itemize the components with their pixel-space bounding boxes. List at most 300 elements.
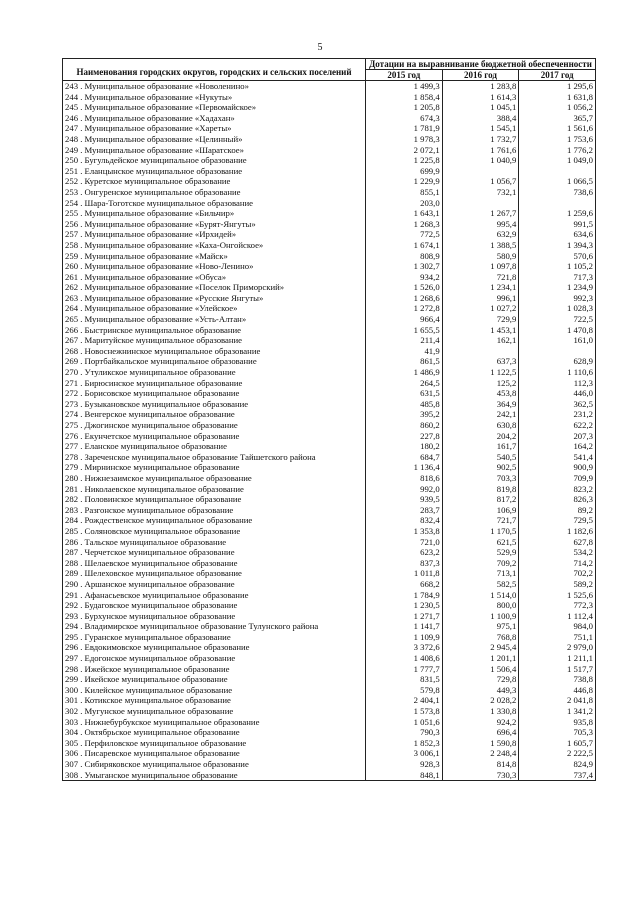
- row-name: Гуранское муниципальное образование: [84, 631, 231, 642]
- table-row: [63, 240, 596, 251]
- row-number: 257 .: [65, 229, 83, 240]
- row-name-cell: [63, 335, 366, 346]
- value-2017-cell: 89,2: [519, 505, 596, 516]
- value-2015-cell: 939,5: [366, 494, 443, 505]
- value-2017-cell: 628,9: [519, 356, 596, 367]
- table-row: [63, 717, 596, 728]
- table-row: [63, 505, 596, 516]
- row-number: 279 .: [65, 462, 83, 473]
- row-name: Джогинское муниципальное образование: [84, 420, 238, 430]
- row-number: 307 .: [65, 759, 83, 769]
- row-name: Муниципальное образование «Усть-Алтан»: [84, 314, 247, 325]
- table-row: [63, 176, 596, 187]
- row-name-cell: [63, 642, 366, 653]
- value-2017-cell: 1 394,3: [519, 240, 596, 251]
- value-2015-cell: 1 268,3: [366, 219, 443, 230]
- value-2015-cell: 1 205,8: [366, 102, 443, 113]
- value-2015-cell: 395,2: [366, 409, 443, 420]
- value-2017-cell: 1 211,1: [519, 653, 596, 664]
- value-2016-cell: 800,0: [442, 600, 519, 611]
- row-number: 246 .: [65, 112, 83, 123]
- value-2016-cell: 449,3: [442, 685, 519, 696]
- table-row: [63, 81, 596, 92]
- table-row: [63, 695, 596, 706]
- row-name: Утуликское муниципальное образование: [84, 367, 236, 378]
- row-name-cell: [63, 303, 366, 314]
- row-name: Рождественское муниципальное образование: [84, 515, 253, 526]
- value-2015-cell: 992,0: [366, 484, 443, 495]
- page-number: 5: [317, 42, 323, 53]
- row-number: 253 .: [65, 186, 83, 197]
- value-2016-cell: 529,9: [442, 547, 519, 558]
- value-2015-cell: 1 051,6: [366, 717, 443, 728]
- row-number: 303 .: [65, 716, 83, 727]
- row-name: Бирюсинское муниципальное образование: [84, 377, 243, 388]
- row-name: Черчетское муниципальное образование: [84, 547, 235, 558]
- row-name: Муниципальное образование «Поселок Приморский»: [84, 282, 285, 293]
- value-2016-cell: 1 027,2: [442, 303, 519, 314]
- table-row: [63, 134, 596, 145]
- value-2016-cell: 924,2: [442, 717, 519, 728]
- value-2015-cell: 1 229,9: [366, 176, 443, 187]
- row-name-cell: [63, 770, 366, 781]
- value-2016-cell: 125,2: [442, 378, 519, 389]
- row-number: 258 .: [65, 239, 83, 250]
- row-name: Писаревское муниципальное образование: [84, 748, 240, 759]
- value-2016-cell: 730,3: [442, 770, 519, 781]
- value-2015-cell: 1 526,0: [366, 282, 443, 293]
- value-2017-cell: 2 222,5: [519, 748, 596, 759]
- value-2016-cell: 768,8: [442, 632, 519, 643]
- row-name-cell: [63, 452, 366, 463]
- row-number: 262 .: [65, 282, 83, 293]
- row-number: 300 .: [65, 684, 83, 695]
- header-year-2016: 2016 год: [442, 70, 519, 81]
- row-name: Шелеховское муниципальное образование: [84, 568, 242, 579]
- value-2017-cell: 722,5: [519, 314, 596, 325]
- value-2016-cell: 1 453,1: [442, 325, 519, 336]
- value-2017-cell: 446,8: [519, 685, 596, 696]
- row-number: 252 .: [65, 176, 83, 187]
- row-name-cell: [63, 462, 366, 473]
- row-number: 265 .: [65, 314, 83, 325]
- value-2016-cell: 721,7: [442, 515, 519, 526]
- value-2016-cell: 902,5: [442, 462, 519, 473]
- value-2017-cell: 1 341,2: [519, 706, 596, 717]
- value-2015-cell: 1 109,9: [366, 632, 443, 643]
- row-name-cell: [63, 208, 366, 219]
- value-2015-cell: 3 372,6: [366, 642, 443, 653]
- row-name-cell: [63, 198, 366, 209]
- row-number: 274 .: [65, 409, 83, 420]
- table-row: [63, 303, 596, 314]
- table-row: [63, 92, 596, 103]
- value-2015-cell: 227,8: [366, 431, 443, 442]
- value-2016-cell: 817,2: [442, 494, 519, 505]
- table-row: [63, 145, 596, 156]
- row-number: 244 .: [65, 91, 83, 102]
- value-2015-cell: 1 978,3: [366, 134, 443, 145]
- value-2017-cell: 1 056,2: [519, 102, 596, 113]
- row-number: 273 .: [65, 398, 83, 409]
- row-number: 250 .: [65, 155, 83, 166]
- row-name-cell: [63, 409, 366, 420]
- value-2015-cell: 668,2: [366, 579, 443, 590]
- row-name: Куретское муниципальное образование: [84, 176, 231, 187]
- row-name-cell: [63, 473, 366, 484]
- row-name-cell: [63, 706, 366, 717]
- row-name: Афанасьевское муниципальное образование: [84, 589, 249, 600]
- table-row: [63, 367, 596, 378]
- value-2016-cell: 1 732,7: [442, 134, 519, 145]
- row-name: Котикское муниципальное образование: [84, 695, 231, 706]
- value-2017-cell: [519, 198, 596, 209]
- value-2015-cell: 3 006,1: [366, 748, 443, 759]
- value-2015-cell: 772,5: [366, 229, 443, 240]
- row-name-cell: [63, 134, 366, 145]
- row-name: Муниципальное образование «Первомайское»: [84, 102, 257, 113]
- header-year-2017: 2017 год: [519, 70, 596, 81]
- row-name: Будаговское муниципальное образование: [84, 600, 238, 611]
- value-2017-cell: 534,2: [519, 547, 596, 558]
- table-row: [63, 568, 596, 579]
- row-name: Муниципальное образование «Нукуты»: [84, 91, 233, 102]
- value-2015-cell: 1 230,5: [366, 600, 443, 611]
- row-number: 301 .: [65, 695, 83, 706]
- value-2017-cell: [519, 346, 596, 357]
- value-2017-cell: 824,9: [519, 759, 596, 770]
- value-2015-cell: 2 404,1: [366, 695, 443, 706]
- value-2015-cell: 966,4: [366, 314, 443, 325]
- table-row: [63, 611, 596, 622]
- value-2017-cell: 362,5: [519, 399, 596, 410]
- table-row: [63, 208, 596, 219]
- value-2017-cell: 702,2: [519, 568, 596, 579]
- row-name: Тальское муниципальное образование: [84, 536, 227, 547]
- value-2016-cell: 1 100,9: [442, 611, 519, 622]
- value-2015-cell: 818,6: [366, 473, 443, 484]
- row-name: Николаевское муниципальное образование: [84, 483, 244, 494]
- row-name-cell: [63, 664, 366, 675]
- row-name: Мирнинское муниципальное образование: [84, 462, 240, 473]
- row-name: Евдокимовское муниципальное образование: [84, 642, 250, 653]
- row-name: Муниципальное образование «Ново-Ленино»: [84, 261, 254, 272]
- value-2017-cell: 1 182,6: [519, 526, 596, 537]
- value-2015-cell: 808,9: [366, 251, 443, 262]
- row-name: Муниципальное образование «Хареты»: [84, 123, 232, 134]
- row-name: Еланцынское муниципальное образование: [84, 165, 243, 176]
- row-name-cell: [63, 653, 366, 664]
- row-name: Шара-Тоготское муниципальное образование: [84, 197, 253, 208]
- row-name: Бурхунское муниципальное образование: [84, 610, 236, 621]
- table-row: [63, 346, 596, 357]
- value-2016-cell: [442, 166, 519, 177]
- row-name: Борисовское муниципальное образование: [84, 388, 240, 399]
- table-row: [63, 219, 596, 230]
- value-2016-cell: 637,3: [442, 356, 519, 367]
- row-name: Венгерское муниципальное образование: [84, 409, 235, 420]
- row-name: Октябрьское муниципальное образование: [84, 727, 240, 738]
- table-row: [63, 621, 596, 632]
- table-body: [63, 81, 596, 781]
- row-name-cell: [63, 399, 366, 410]
- row-name: Муниципальное образование «Шаратское»: [84, 144, 244, 155]
- table-row: [63, 261, 596, 272]
- value-2017-cell: 365,7: [519, 113, 596, 124]
- row-number: 291 .: [65, 589, 83, 600]
- row-number: 308 .: [65, 769, 83, 780]
- value-2015-cell: 1 852,3: [366, 738, 443, 749]
- value-2017-cell: 1 295,6: [519, 81, 596, 92]
- value-2016-cell: 995,4: [442, 219, 519, 230]
- table-row: [63, 356, 596, 367]
- row-name-cell: [63, 738, 366, 749]
- value-2017-cell: 1 066,5: [519, 176, 596, 187]
- value-2017-cell: 737,4: [519, 770, 596, 781]
- row-name: Муниципальное образование «Каха-Онгойское»: [84, 239, 264, 250]
- row-name-cell: [63, 547, 366, 558]
- table-row: [63, 251, 596, 262]
- table-row: [63, 547, 596, 558]
- row-name-cell: [63, 388, 366, 399]
- row-number: 295 .: [65, 631, 83, 642]
- row-name-cell: [63, 123, 366, 134]
- row-name: Икейское муниципальное образование: [84, 674, 228, 685]
- value-2015-cell: 264,5: [366, 378, 443, 389]
- row-name-cell: [63, 367, 366, 378]
- row-number: 247 .: [65, 123, 83, 134]
- table-row: [63, 399, 596, 410]
- row-name: Ижейское муниципальное образование: [84, 663, 230, 674]
- table-row: [63, 674, 596, 685]
- value-2015-cell: 837,3: [366, 558, 443, 569]
- row-number: 267 .: [65, 335, 83, 346]
- value-2015-cell: 1 136,4: [366, 462, 443, 473]
- row-number: 276 .: [65, 430, 83, 441]
- value-2016-cell: 106,9: [442, 505, 519, 516]
- row-name-cell: [63, 558, 366, 569]
- value-2016-cell: 996,1: [442, 293, 519, 304]
- value-2015-cell: 1 858,4: [366, 92, 443, 103]
- row-name-cell: [63, 346, 366, 357]
- row-name-cell: [63, 282, 366, 293]
- row-number: 245 .: [65, 102, 83, 113]
- value-2015-cell: 790,3: [366, 727, 443, 738]
- row-number: 249 .: [65, 144, 83, 155]
- value-2017-cell: 589,2: [519, 579, 596, 590]
- value-2017-cell: 541,4: [519, 452, 596, 463]
- row-name: Еланское муниципальное образование: [84, 441, 227, 452]
- row-name-cell: [63, 187, 366, 198]
- table-row: [63, 155, 596, 166]
- value-2015-cell: 1 784,9: [366, 590, 443, 601]
- table-row: [63, 166, 596, 177]
- value-2017-cell: 1 112,4: [519, 611, 596, 622]
- value-2016-cell: 1 040,9: [442, 155, 519, 166]
- row-number: 297 .: [65, 653, 83, 664]
- row-number: 299 .: [65, 674, 83, 685]
- row-number: 251 .: [65, 165, 83, 176]
- value-2016-cell: 713,1: [442, 568, 519, 579]
- value-2015-cell: 1 573,8: [366, 706, 443, 717]
- value-2016-cell: 632,9: [442, 229, 519, 240]
- subsidies-table: [62, 58, 596, 781]
- value-2015-cell: 861,5: [366, 356, 443, 367]
- row-name: Маритуйское муниципальное образование: [84, 335, 243, 346]
- value-2017-cell: 991,5: [519, 219, 596, 230]
- value-2016-cell: 1 234,1: [442, 282, 519, 293]
- row-name: Муниципальное образование «Хадахан»: [84, 112, 235, 123]
- row-name-cell: [63, 505, 366, 516]
- value-2016-cell: 1 614,3: [442, 92, 519, 103]
- value-2015-cell: 1 674,1: [366, 240, 443, 251]
- value-2015-cell: 1 655,5: [366, 325, 443, 336]
- value-2017-cell: 1 105,2: [519, 261, 596, 272]
- value-2015-cell: 934,2: [366, 272, 443, 283]
- row-name: Муниципальное образование «Улейское»: [84, 303, 238, 314]
- value-2016-cell: 580,9: [442, 251, 519, 262]
- table-row: [63, 462, 596, 473]
- row-name: Бугульдейское муниципальное образование: [84, 155, 247, 166]
- value-2016-cell: 162,1: [442, 335, 519, 346]
- value-2017-cell: 207,3: [519, 431, 596, 442]
- value-2016-cell: 582,5: [442, 579, 519, 590]
- row-name-cell: [63, 81, 366, 92]
- value-2016-cell: 721,8: [442, 272, 519, 283]
- row-number: 269 .: [65, 356, 83, 367]
- value-2016-cell: 540,5: [442, 452, 519, 463]
- value-2016-cell: 1 097,8: [442, 261, 519, 272]
- value-2016-cell: 364,9: [442, 399, 519, 410]
- row-name: Сибиряковское муниципальное образование: [84, 759, 249, 769]
- value-2017-cell: 729,5: [519, 515, 596, 526]
- row-name-cell: [63, 378, 366, 389]
- table-row: [63, 473, 596, 484]
- row-name: Владимирское муниципальное образование Тулунского района: [84, 621, 319, 632]
- value-2016-cell: 709,2: [442, 558, 519, 569]
- value-2016-cell: 1 506,4: [442, 664, 519, 675]
- table-row: [63, 335, 596, 346]
- row-name: Аршанское муниципальное образование: [84, 578, 235, 589]
- row-number: 287 .: [65, 547, 83, 558]
- row-name-cell: [63, 113, 366, 124]
- value-2016-cell: 204,2: [442, 431, 519, 442]
- row-number: 293 .: [65, 610, 83, 621]
- row-name-cell: [63, 166, 366, 177]
- row-name-cell: [63, 293, 366, 304]
- row-name-cell: [63, 695, 366, 706]
- row-name-cell: [63, 441, 366, 452]
- row-number: 302 .: [65, 706, 83, 717]
- table-row: [63, 653, 596, 664]
- row-name-cell: [63, 314, 366, 325]
- value-2016-cell: 1 761,6: [442, 145, 519, 156]
- table-row: [63, 378, 596, 389]
- value-2015-cell: 1 643,1: [366, 208, 443, 219]
- value-2015-cell: 41,9: [366, 346, 443, 357]
- row-name-cell: [63, 176, 366, 187]
- value-2016-cell: 1 122,5: [442, 367, 519, 378]
- value-2017-cell: 231,2: [519, 409, 596, 420]
- row-number: 266 .: [65, 324, 83, 335]
- row-number: 294 .: [65, 621, 83, 632]
- header-year-2015: 2015 год: [366, 70, 443, 81]
- value-2017-cell: 714,2: [519, 558, 596, 569]
- value-2016-cell: 2 248,4: [442, 748, 519, 759]
- row-name: Килейское муниципальное образование: [84, 684, 233, 695]
- value-2017-cell: 1 234,9: [519, 282, 596, 293]
- value-2017-cell: 709,9: [519, 473, 596, 484]
- row-name-cell: [63, 748, 366, 759]
- value-2016-cell: 161,7: [442, 441, 519, 452]
- table-row: [63, 113, 596, 124]
- value-2015-cell: 1 408,6: [366, 653, 443, 664]
- value-2015-cell: 1 499,3: [366, 81, 443, 92]
- row-name: Мугунское муниципальное образование: [84, 706, 234, 717]
- value-2015-cell: 721,0: [366, 537, 443, 548]
- value-2017-cell: 570,6: [519, 251, 596, 262]
- value-2015-cell: 1 302,7: [366, 261, 443, 272]
- table-row: [63, 558, 596, 569]
- value-2015-cell: 1 486,9: [366, 367, 443, 378]
- value-2017-cell: 772,3: [519, 600, 596, 611]
- table-row: [63, 727, 596, 738]
- value-2016-cell: 1 056,7: [442, 176, 519, 187]
- table-row: [63, 484, 596, 495]
- value-2017-cell: 161,0: [519, 335, 596, 346]
- value-2017-cell: 984,0: [519, 621, 596, 632]
- value-2016-cell: 453,8: [442, 388, 519, 399]
- value-2016-cell: 703,3: [442, 473, 519, 484]
- value-2016-cell: 1 545,1: [442, 123, 519, 134]
- row-name: Муниципальное образование «Ирхидей»: [84, 229, 237, 240]
- value-2015-cell: 1 271,7: [366, 611, 443, 622]
- value-2017-cell: 622,2: [519, 420, 596, 431]
- row-name-cell: [63, 145, 366, 156]
- row-name: Онгуренское муниципальное образование: [84, 186, 241, 197]
- row-name: Зареченское муниципальное образование Тайшетского района: [84, 451, 316, 462]
- row-number: 306 .: [65, 748, 83, 759]
- row-name-cell: [63, 515, 366, 526]
- value-2016-cell: 1 267,7: [442, 208, 519, 219]
- row-name-cell: [63, 155, 366, 166]
- table-row: [63, 706, 596, 717]
- row-name: Муниципальное образование «Бурят-Янгуты»: [84, 218, 256, 229]
- value-2017-cell: 1 605,7: [519, 738, 596, 749]
- row-number: 264 .: [65, 303, 83, 314]
- row-number: 278 .: [65, 451, 83, 462]
- value-2016-cell: 819,8: [442, 484, 519, 495]
- row-name: Муниципальное образование «Новоленино»: [84, 81, 249, 91]
- row-number: 243 .: [65, 81, 83, 91]
- value-2015-cell: 1 225,8: [366, 155, 443, 166]
- value-2017-cell: 900,9: [519, 462, 596, 473]
- value-2017-cell: 1 470,8: [519, 325, 596, 336]
- value-2016-cell: 729,9: [442, 314, 519, 325]
- row-name-cell: [63, 251, 366, 262]
- row-name-cell: [63, 431, 366, 442]
- value-2017-cell: 738,6: [519, 187, 596, 198]
- row-number: 268 .: [65, 345, 83, 356]
- row-name-cell: [63, 759, 366, 770]
- value-2015-cell: 1 777,7: [366, 664, 443, 675]
- row-name-cell: [63, 674, 366, 685]
- row-name-cell: [63, 325, 366, 336]
- value-2017-cell: 823,2: [519, 484, 596, 495]
- row-name: Нижнебурбукское муниципальное образование: [84, 716, 260, 727]
- table-row: [63, 642, 596, 653]
- value-2016-cell: [442, 346, 519, 357]
